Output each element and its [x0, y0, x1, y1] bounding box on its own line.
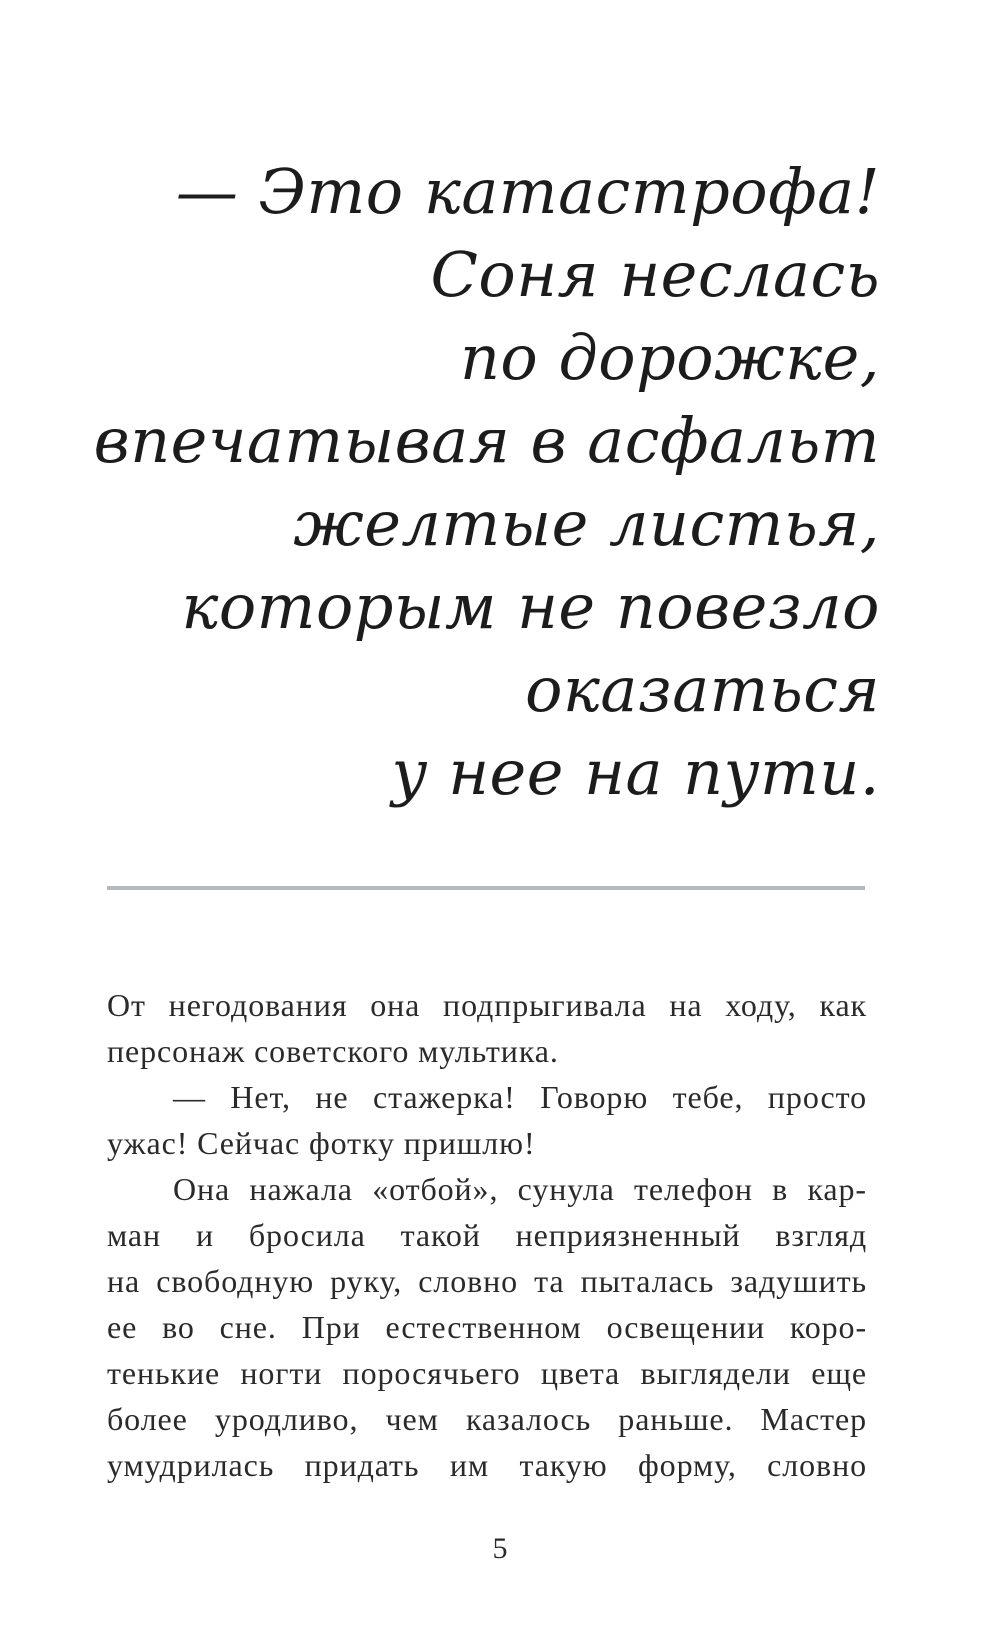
body-line: ман и бросила такой неприязненный взгляд — [107, 1217, 867, 1253]
body-line: — Нет, не стажерка! Говорю тебе, просто — [173, 1079, 867, 1115]
epigraph — [80, 150, 880, 814]
epigraph-line: у нее на пути. — [391, 736, 880, 809]
body-line: на свободную руку, словно та пыталась задушить — [107, 1263, 867, 1299]
body-line: тенькие ногти поросячьего цвета выглядели еще — [107, 1355, 867, 1391]
body-line: Она нажала «отбой», сунула телефон в кар- — [173, 1171, 867, 1207]
epigraph-line: — Это катастрофа! — [175, 155, 880, 228]
section-divider — [107, 886, 865, 890]
body-line: ее во сне. При естественном освещении коро- — [107, 1309, 867, 1345]
page-number: 5 — [492, 1532, 508, 1565]
epigraph-line: по дорожке, — [459, 321, 880, 394]
epigraph-line: впечатывая в асфальт — [93, 404, 880, 477]
body-line: ужас! Сейчас фотку пришлю! — [107, 1125, 536, 1161]
epigraph-line: которым не повезло — [181, 570, 880, 643]
body-line: персонаж советского мультика. — [107, 1033, 559, 1069]
epigraph-line: оказаться — [525, 653, 880, 726]
body-line: более уродливо, чем казалось раньше. Мастер — [107, 1401, 867, 1437]
body-line: умудрилась придать им такую форму, словно — [107, 1447, 867, 1483]
body-text — [107, 982, 867, 1488]
body-line: От негодования она подпрыгивала на ходу, как — [107, 987, 867, 1023]
epigraph-line: желтые листья, — [293, 487, 880, 560]
epigraph-line: Соня неслась — [430, 238, 880, 311]
